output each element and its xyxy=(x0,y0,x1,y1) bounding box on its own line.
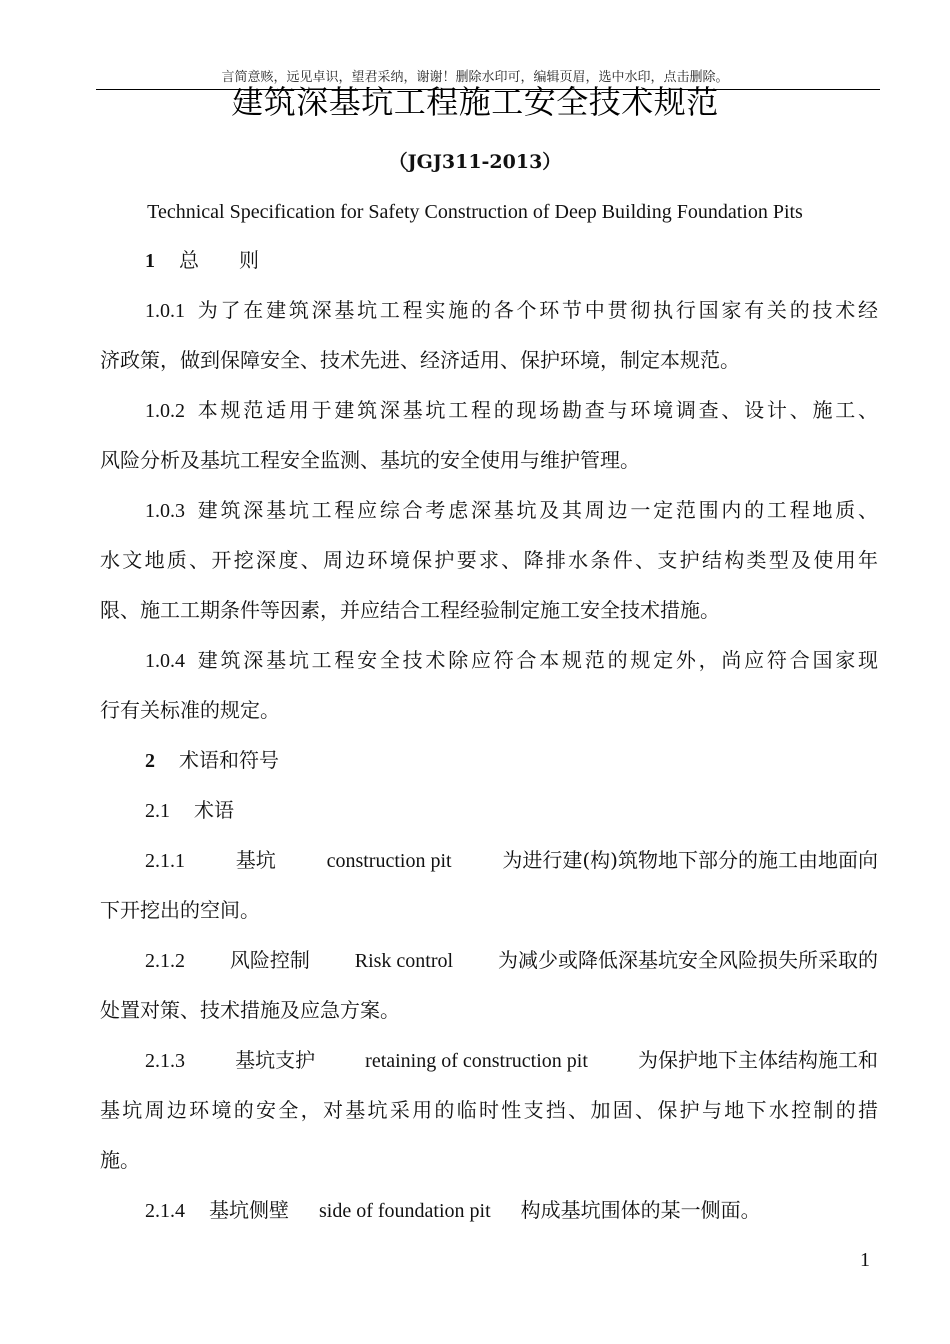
term-2-1-3-line-3: 施。 xyxy=(100,1148,140,1172)
term-2-1-1-id: 2.1.1 xyxy=(145,850,185,872)
term-2-1-3-id: 2.1.3 xyxy=(145,1050,185,1072)
clause-1-0-1-line-2: 济政策，做到保障安全、技术先进、经济适用、保护环境，制定本规范。 xyxy=(100,348,740,372)
clause-1-0-2-id: 1.0.2 xyxy=(145,400,185,422)
term-2-1-2-english: Risk control xyxy=(354,950,454,972)
term-2-1-2-definition: 为减少或降低深基坑安全风险损失所采取的 xyxy=(497,948,878,972)
clause-1-0-3-text: 建筑深基坑工程应综合考虑深基坑及其周边一定范围内的工程地质、 xyxy=(195,498,878,522)
clause-1-0-4-id: 1.0.4 xyxy=(145,650,185,672)
chapter-2-number: 2 xyxy=(145,750,155,772)
clause-1-0-4-line-1 xyxy=(145,646,878,675)
term-2-1-2-id: 2.1.2 xyxy=(145,950,185,972)
term-2-1-2-term: 风险控制 xyxy=(229,948,310,972)
header-watermark-note: 言简意赅，远见卓识，望君采纳，谢谢！删除水印可，编辑页眉，选中水印，点击删除。 xyxy=(221,70,729,85)
term-2-1-4-definition: 构成基坑围体的某一侧面。 xyxy=(520,1198,761,1222)
clause-1-0-4-line-2: 行有关标准的规定。 xyxy=(100,698,280,722)
term-2-1-1-english: construction pit xyxy=(326,850,452,872)
chapter-1-number: 1 xyxy=(145,250,155,272)
chapter-1-title: 总 则 xyxy=(179,248,259,272)
clause-1-0-3-line-2: 水文地质、开挖深度、周边环境保护要求、降排水条件、支护结构类型及使用年 xyxy=(100,548,878,572)
term-2-1-3-line-2: 基坑周边环境的安全，对基坑采用的临时性支挡、加固、保护与地下水控制的措 xyxy=(100,1098,878,1122)
chapter-1-heading xyxy=(145,246,259,275)
section-2-1-number: 2.1 xyxy=(145,800,170,822)
document-title: 建筑深基坑工程施工安全技术规范 xyxy=(231,83,719,121)
page-number: 1 xyxy=(860,1249,870,1271)
term-2-1-2-row xyxy=(145,946,878,975)
clause-1-0-4-text: 建筑深基坑工程安全技术除应符合本规范的规定外，尚应符合国家现 xyxy=(195,648,878,672)
clause-1-0-1-text: 为了在建筑深基坑工程实施的各个环节中贯彻执行国家有关的技术经 xyxy=(195,298,878,322)
clause-1-0-1-line-1 xyxy=(145,296,878,325)
chapter-2-heading xyxy=(145,746,279,775)
clause-1-0-3-line-3: 限、施工工期条件等因素，并应结合工程经验制定施工安全技术措施。 xyxy=(100,598,720,622)
term-2-1-4-term: 基坑侧壁 xyxy=(209,1198,289,1222)
clause-1-0-1-id: 1.0.1 xyxy=(145,300,185,322)
clause-1-0-3-id: 1.0.3 xyxy=(145,500,185,522)
term-2-1-3-term: 基坑支护 xyxy=(235,1048,316,1072)
term-2-1-4-english: side of foundation pit xyxy=(319,1200,491,1222)
term-2-1-3-definition: 为保护地下主体结构施工和 xyxy=(637,1048,878,1072)
standard-code: （JGJ311-2013） xyxy=(388,151,562,173)
term-2-1-3-row xyxy=(145,1046,878,1075)
term-2-1-3-english: retaining of construction pit xyxy=(365,1050,588,1072)
chapter-2-title: 术语和符号 xyxy=(179,748,279,772)
clause-1-0-2-text: 本规范适用于建筑深基坑工程的现场勘查与环境调查、设计、施工、 xyxy=(195,398,878,422)
section-2-1-title: 术语 xyxy=(194,798,234,822)
term-2-1-1-line-2: 下开挖出的空间。 xyxy=(100,898,260,922)
term-2-1-1-row xyxy=(145,846,878,875)
term-2-1-2-line-2: 处置对策、技术措施及应急方案。 xyxy=(100,998,400,1022)
clause-1-0-2-line-1 xyxy=(145,396,878,425)
term-2-1-4-id: 2.1.4 xyxy=(145,1200,185,1222)
english-title: Technical Specification for Safety Construction of Deep Building Foundation Pits xyxy=(147,201,803,223)
clause-1-0-3-line-1 xyxy=(145,496,878,525)
term-2-1-4-row xyxy=(145,1196,761,1225)
section-2-1-heading xyxy=(145,796,234,825)
term-2-1-1-definition: 为进行建(构)筑物地下部分的施工由地面向 xyxy=(502,848,878,872)
clause-1-0-2-line-2: 风险分析及基坑工程安全监测、基坑的安全使用与维护管理。 xyxy=(100,448,640,472)
term-2-1-1-term: 基坑 xyxy=(235,848,276,872)
